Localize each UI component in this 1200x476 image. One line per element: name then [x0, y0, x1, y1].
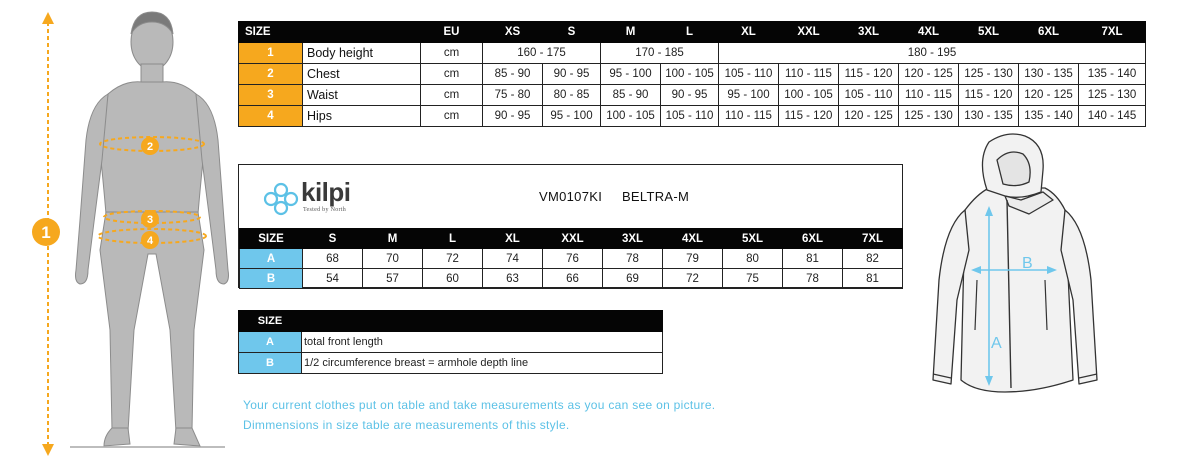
- header-7xl: 7XL: [1079, 22, 1146, 43]
- row-unit: cm: [421, 43, 483, 64]
- kilpi-knot-icon: [259, 179, 303, 219]
- product-size-box: [238, 164, 903, 288]
- table-row: [239, 106, 1146, 127]
- table-cell: 105 - 110: [661, 106, 719, 127]
- header-3xl: 3XL: [839, 22, 899, 43]
- table-cell: 74: [483, 249, 543, 269]
- table-cell: 63: [483, 269, 543, 289]
- table-cell: 130 - 135: [1019, 64, 1079, 85]
- product-measure-table: [239, 228, 903, 289]
- header-4xl: 4XL: [663, 229, 723, 249]
- row-id-b: B: [240, 269, 303, 289]
- table-cell: 72: [423, 249, 483, 269]
- table-cell: 90 - 95: [483, 106, 543, 127]
- table-cell: 85 - 90: [483, 64, 543, 85]
- table-cell: 79: [663, 249, 723, 269]
- row-unit: cm: [421, 106, 483, 127]
- table-row: [239, 85, 1146, 106]
- header-s: S: [303, 229, 363, 249]
- svg-text:4: 4: [146, 235, 154, 247]
- table-cell: 100 - 105: [661, 64, 719, 85]
- table-cell: 69: [603, 269, 663, 289]
- measure-note-2: Dimmensions in size table are measurements of this style.: [243, 418, 570, 432]
- header-m: M: [363, 229, 423, 249]
- row-label: Chest: [303, 64, 421, 85]
- table-cell: 85 - 90: [601, 85, 661, 106]
- header-size: SIZE: [239, 311, 302, 332]
- row-id-a: A: [240, 249, 303, 269]
- measure-legend-table: [238, 310, 663, 374]
- measure-note-1: Your current clothes put on table and take measurements as you can see on picture.: [243, 398, 716, 412]
- table-cell: 100 - 105: [779, 85, 839, 106]
- brand-name: kilpi: [301, 177, 351, 207]
- header-5xl: 5XL: [723, 229, 783, 249]
- header-xl: XL: [483, 229, 543, 249]
- legend-id-b: B: [239, 353, 302, 374]
- header-eu: EU: [421, 22, 483, 43]
- table-cell: 115 - 120: [779, 106, 839, 127]
- svg-text:2: 2: [146, 141, 154, 153]
- table-row: [240, 269, 903, 289]
- product-title: [539, 189, 689, 204]
- table-cell: 60: [423, 269, 483, 289]
- header-l: L: [661, 22, 719, 43]
- size-chart-header: [239, 22, 1146, 43]
- row-unit: cm: [421, 64, 483, 85]
- legend-desc-b: 1/2 circumference breast = armhole depth line: [302, 353, 663, 374]
- table-cell: 90 - 95: [543, 64, 601, 85]
- table-cell: 75 - 80: [483, 85, 543, 106]
- header-size: SIZE: [239, 22, 303, 43]
- svg-text:3: 3: [146, 214, 154, 226]
- size-chart-table: [238, 21, 1146, 127]
- table-cell: 125 - 130: [959, 64, 1019, 85]
- table-cell: 76: [543, 249, 603, 269]
- table-cell: 135 - 140: [1019, 106, 1079, 127]
- header-label: [303, 22, 421, 43]
- jacket-illustration: [925, 130, 1105, 402]
- table-cell: 70: [363, 249, 423, 269]
- table-cell: 57: [363, 269, 423, 289]
- row-number: 1: [239, 43, 303, 64]
- row-number: 2: [239, 64, 303, 85]
- table-cell: 110 - 115: [899, 85, 959, 106]
- table-cell: 54: [303, 269, 363, 289]
- legend-id-a: A: [239, 332, 302, 353]
- legend-header: [239, 311, 663, 332]
- jacket-marker-b: B: [1022, 255, 1033, 272]
- figure-marker-1: [32, 218, 60, 246]
- row-label: Hips: [303, 106, 421, 127]
- row-label: Body height: [303, 43, 421, 64]
- table-cell: 135 - 140: [1079, 64, 1146, 85]
- table-row: [240, 249, 903, 269]
- table-cell: 170 - 185: [601, 43, 719, 64]
- header-xs: XS: [483, 22, 543, 43]
- header-l: L: [423, 229, 483, 249]
- table-cell: 78: [783, 269, 843, 289]
- table-cell: 81: [843, 269, 903, 289]
- table-cell: 95 - 100: [543, 106, 601, 127]
- header-5xl: 5XL: [959, 22, 1019, 43]
- product-code: VM0107KI: [539, 189, 603, 204]
- header-xxl: XXL: [543, 229, 603, 249]
- row-label: Waist: [303, 85, 421, 106]
- header-3xl: 3XL: [603, 229, 663, 249]
- table-cell: 95 - 100: [601, 64, 661, 85]
- table-row: [239, 64, 1146, 85]
- table-row: [239, 332, 663, 353]
- table-cell: 120 - 125: [1019, 85, 1079, 106]
- table-row: [239, 43, 1146, 64]
- table-cell: 78: [603, 249, 663, 269]
- brand-tagline: Tested by North: [303, 207, 347, 213]
- header-xl: XL: [719, 22, 779, 43]
- table-cell: 160 - 175: [483, 43, 601, 64]
- table-cell: 110 - 115: [719, 106, 779, 127]
- header-s: S: [543, 22, 601, 43]
- table-cell: 81: [783, 249, 843, 269]
- figure-marker-2: [141, 137, 159, 155]
- table-cell: 95 - 100: [719, 85, 779, 106]
- table-cell: 80 - 85: [543, 85, 601, 106]
- header-size: SIZE: [240, 229, 303, 249]
- product-measure-header: [240, 229, 903, 249]
- table-cell: 105 - 110: [719, 64, 779, 85]
- header-6xl: 6XL: [1019, 22, 1079, 43]
- jacket-marker-a: A: [991, 335, 1002, 352]
- table-cell: 105 - 110: [839, 85, 899, 106]
- table-cell: 120 - 125: [899, 64, 959, 85]
- table-cell: 115 - 120: [959, 85, 1019, 106]
- table-cell: 100 - 105: [601, 106, 661, 127]
- kilpi-logo: [259, 177, 379, 221]
- table-cell: 90 - 95: [661, 85, 719, 106]
- table-cell: 125 - 130: [1079, 85, 1146, 106]
- table-cell: 110 - 115: [779, 64, 839, 85]
- table-cell: 80: [723, 249, 783, 269]
- table-cell: 72: [663, 269, 723, 289]
- header-m: M: [601, 22, 661, 43]
- table-cell: 140 - 145: [1079, 106, 1146, 127]
- header-7xl: 7XL: [843, 229, 903, 249]
- svg-text:1: 1: [41, 223, 51, 242]
- table-cell: 68: [303, 249, 363, 269]
- table-cell: 120 - 125: [839, 106, 899, 127]
- table-cell: 180 - 195: [719, 43, 1146, 64]
- product-name: BELTRA-M: [621, 189, 690, 204]
- table-cell: 66: [543, 269, 603, 289]
- table-cell: 75: [723, 269, 783, 289]
- header-4xl: 4XL: [899, 22, 959, 43]
- legend-desc-a: total front length: [302, 332, 663, 353]
- row-number: 4: [239, 106, 303, 127]
- table-cell: 115 - 120: [839, 64, 899, 85]
- figure-marker-4: [141, 231, 159, 249]
- header-6xl: 6XL: [783, 229, 843, 249]
- row-unit: cm: [421, 85, 483, 106]
- table-cell: 82: [843, 249, 903, 269]
- table-cell: 130 - 135: [959, 106, 1019, 127]
- table-cell: 125 - 130: [899, 106, 959, 127]
- figure-marker-3: [141, 210, 159, 228]
- header-xxl: XXL: [779, 22, 839, 43]
- row-number: 3: [239, 85, 303, 106]
- table-row: [239, 353, 663, 374]
- body-figure-illustration: [0, 0, 236, 476]
